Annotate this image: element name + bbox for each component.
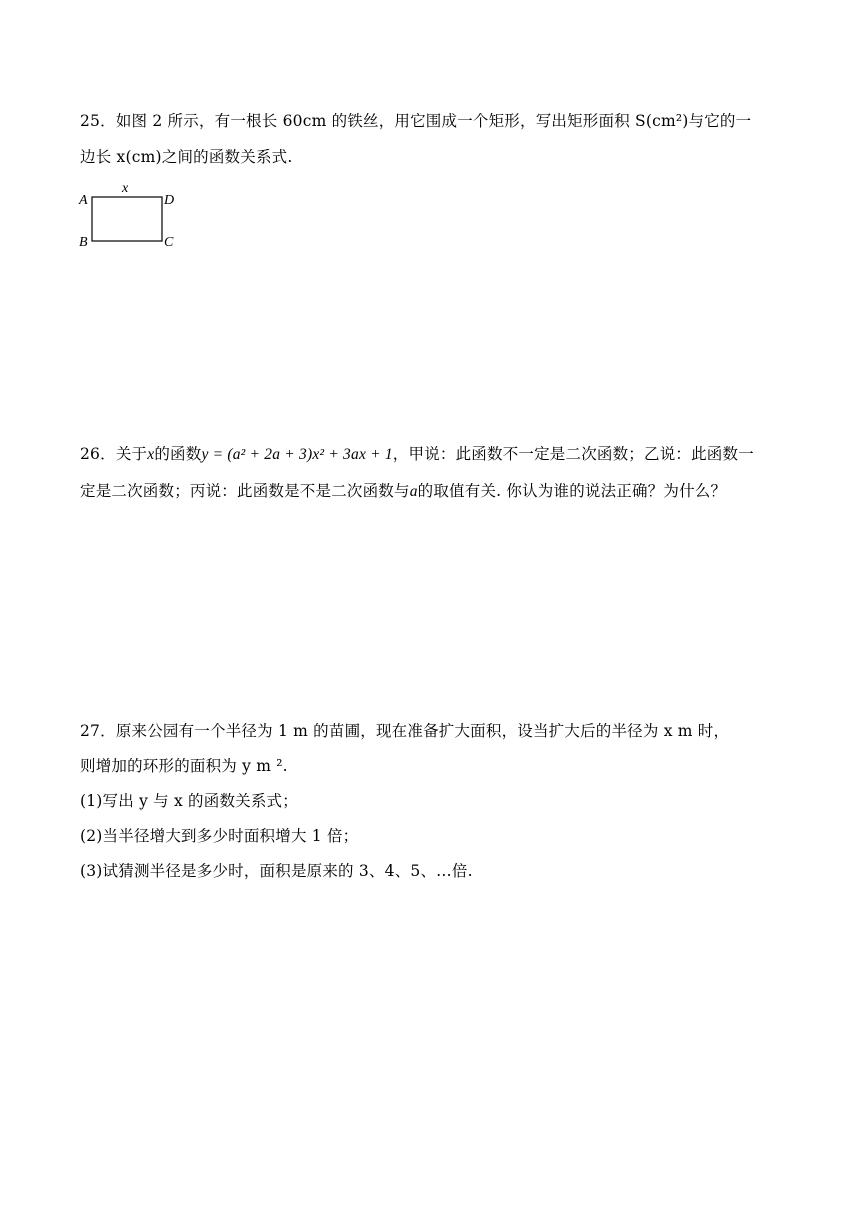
q26-line2-part2: 的取值有关. 你认为谁的说法正确？为什么？ (417, 482, 727, 500)
q27-line-2: 则增加的环形的面积为 y m ². (80, 757, 288, 775)
rectangle-figure (78, 180, 188, 252)
label-a: A (79, 193, 88, 208)
q26-mid: 的函数 (154, 445, 202, 463)
label-b: B (79, 235, 88, 250)
q26-formula: y = (a² + 2a + 3)x² + 3ax + 1 (201, 446, 393, 463)
rectangle-abcd (92, 197, 162, 241)
q27-item-3: (3)试猜测半径是多少时，面积是原来的 3、4、5、…倍. (80, 862, 473, 880)
label-x: x (122, 181, 129, 196)
q27-item-2: (2)当半径增大到多少时面积增大 1 倍； (80, 827, 359, 845)
rectangle-diagram (78, 180, 188, 252)
label-c: C (164, 235, 174, 250)
q26-prefix: 26．关于 (80, 445, 148, 463)
q26-line-2 (80, 480, 785, 503)
q26-var-x: x (147, 446, 155, 463)
q26-line2-part1: 定是二次函数；丙说：此函数是不是二次函数与 (80, 482, 410, 500)
q26-suffix: ，甲说：此函数不一定是二次函数；乙说：此函数一 (392, 445, 754, 463)
q26-var-a: a (409, 483, 418, 500)
q27-line-1: 27．原来公园有一个半径为 1 m 的苗圃，现在准备扩大面积，设当扩大后的半径为 x m 时， (80, 722, 730, 740)
q26-line-1 (80, 443, 785, 466)
q25-line-1: 25．如图 2 所示，有一根长 60cm 的铁丝，用它围成一个矩形，写出矩形面积 S(cm²)与它的一 (80, 112, 752, 130)
q27-item-1: (1)写出 y 与 x 的函数关系式； (80, 792, 298, 810)
q25-line-2: 边长 x(cm)之间的函数关系式. (80, 148, 293, 166)
label-d: D (164, 193, 175, 208)
